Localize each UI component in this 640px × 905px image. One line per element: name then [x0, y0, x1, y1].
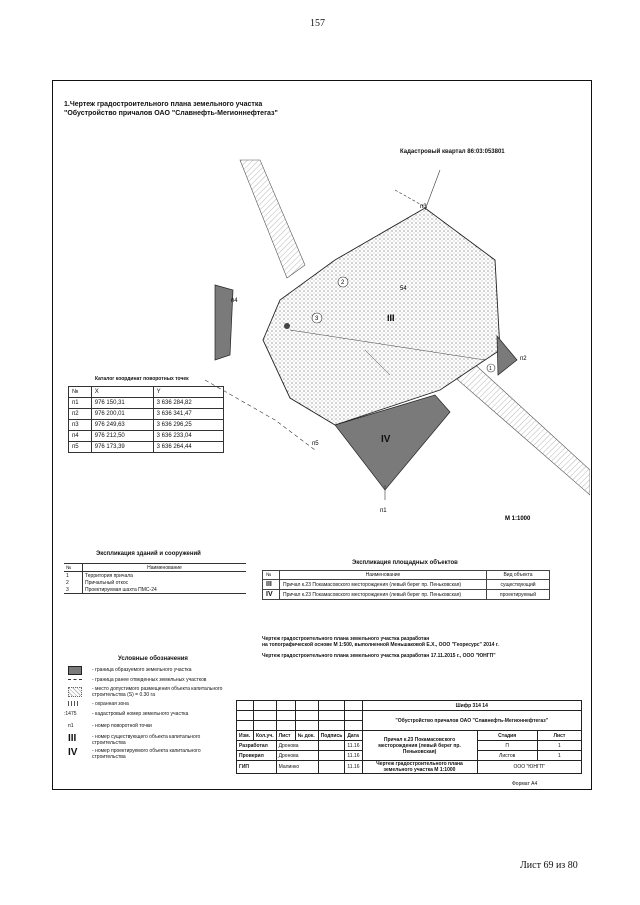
svg-text:2: 2	[341, 280, 345, 286]
coords-caption: Каталог координат поворотных точек	[95, 376, 189, 382]
coords-table	[68, 386, 224, 453]
notes: Чертеж градостроительного плана земельного участка разработан на топографической основе М 1:500, выполненной Меньшаковой Е.Х., ООО "Георесурс" 2014 г. Чертеж градостроительного плана земельного участка разработан 17.11.2015 г., ООО "ЮНГП"	[262, 636, 499, 659]
svg-text:М 1:1000: М 1:1000	[505, 516, 531, 522]
legend-item: IV - номер проектируемого объекта капитального строительства	[68, 747, 201, 760]
table-row: п4 976 212,50 3 636 233,04	[69, 431, 224, 442]
table-row: п3 976 249,63 3 636 296,25	[69, 420, 224, 431]
legend-title: Условные обозначения	[118, 656, 188, 662]
svg-text:п3: п3	[420, 204, 427, 210]
grey-swatch-icon	[68, 666, 82, 675]
stamp-company: "Обустройство причалов ОАО "Славнефть-Мегионнефтегаз"	[362, 711, 582, 731]
legend-item: - место допустимого размещения объекта капитального строительства (S) = 0.30 га	[64, 685, 244, 699]
table-row: 1 Территория причала	[66, 572, 133, 579]
stamp-drawing: Чертеж градостроительного плана земельного участка М 1:1000	[362, 761, 477, 774]
page-number: 157	[310, 18, 325, 29]
table-row: III Причал к.23 Покамасовского месторождения (левый берег пр. Пеньковская) существующий	[263, 580, 550, 590]
svg-text:п1: п1	[380, 508, 387, 514]
legend-item: п1 - номер поворотной точки	[68, 723, 152, 729]
legend-item: - граница образуемого земельного участка	[64, 665, 244, 675]
legend-item: - граница ранее отведенных земельных участков	[64, 675, 244, 685]
legend-item: - охранная зона	[64, 699, 244, 709]
dashed-line-icon	[68, 679, 82, 680]
plan-title: 1.Чертеж градостроительного плана земельного участка "Обустройство причалов ОАО "Славнефть-Мегионнефтегаз"	[64, 101, 278, 117]
buildings-title: Экспликация зданий и сооружений	[96, 551, 201, 557]
legend-item: III - номер существующего объекта капитального строительства	[68, 733, 201, 746]
sheet-counter: Лист 69 из 80	[520, 860, 578, 871]
table-row: 3 Проектируемая шахта ПМС-24	[66, 586, 157, 593]
title-block: Шифр 314 14 "Обустройство причалов ОАО "Славнефть-Мегионнефтегаз" Изм. Кол.уч. Лист № док. Подпись Дата Причал к.23 Покамасовского месторождения (левый берег пр. Пеньковская) Стадия Лист Разработал Дронова 11.16 П 1 Проверил Дронова 11.16 Листов 1 ГИП Малинко 11.16 Чертеж градостроительного плана земельного участка М 1:1000 ООО "ЮНГП"	[236, 700, 582, 780]
svg-text:п2: п2	[520, 356, 527, 362]
coords-header-x: X	[91, 387, 153, 398]
svg-text:п4: п4	[231, 298, 238, 304]
svg-text:54: 54	[400, 286, 407, 292]
table-row: п2 976 200,01 3 636 341,47	[69, 409, 224, 420]
legend	[64, 665, 244, 761]
svg-text:1: 1	[489, 366, 492, 372]
legend-item: :1475 - кадастровый номер земельного участка	[64, 711, 189, 717]
objects-table: № Наименование Вид объекта III Причал к.23 Покамасовского месторождения (левый берег пр. Пеньковская) существующий IV Причал к.23 Покамасовского месторождения (левый берег пр. Пеньковская) проектируемый	[262, 570, 550, 600]
dotted-area-icon	[68, 687, 82, 697]
protection-zone-icon	[68, 701, 80, 706]
format-label: Формат А4	[512, 781, 538, 787]
table-row: 2 Причальный откос	[66, 579, 129, 586]
buildings-table: № Наименование 1 Территория причала 2 Причальный откос 3 Проектируемая шахта ПМС-24	[64, 563, 246, 594]
objects-title: Экспликация площадных объектов	[352, 560, 458, 566]
table-row: п5 976 173,39 3 636 264,44	[69, 442, 224, 453]
stamp-org: ООО "ЮНГП"	[477, 761, 582, 774]
svg-text:III: III	[387, 313, 395, 323]
site-map	[195, 150, 590, 525]
svg-text:п5: п5	[312, 441, 319, 447]
svg-text:3: 3	[315, 316, 319, 322]
table-row: п1 976 150,31 3 636 284,82	[69, 398, 224, 409]
coords-header-num: №	[69, 387, 92, 398]
stamp-code: Шифр 314 14	[362, 701, 582, 711]
coords-header-y: Y	[153, 387, 223, 398]
table-row: IV Причал к.23 Покамасовского месторождения (левый берег пр. Пеньковская) проектируемый	[263, 590, 550, 600]
svg-text:IV: IV	[381, 434, 391, 445]
stamp-object: Причал к.23 Покамасовского месторождения (левый берег пр. Пеньковская)	[362, 731, 477, 761]
cadastral-quarter: Кадастровый квартал 86:03:053801	[400, 149, 505, 155]
